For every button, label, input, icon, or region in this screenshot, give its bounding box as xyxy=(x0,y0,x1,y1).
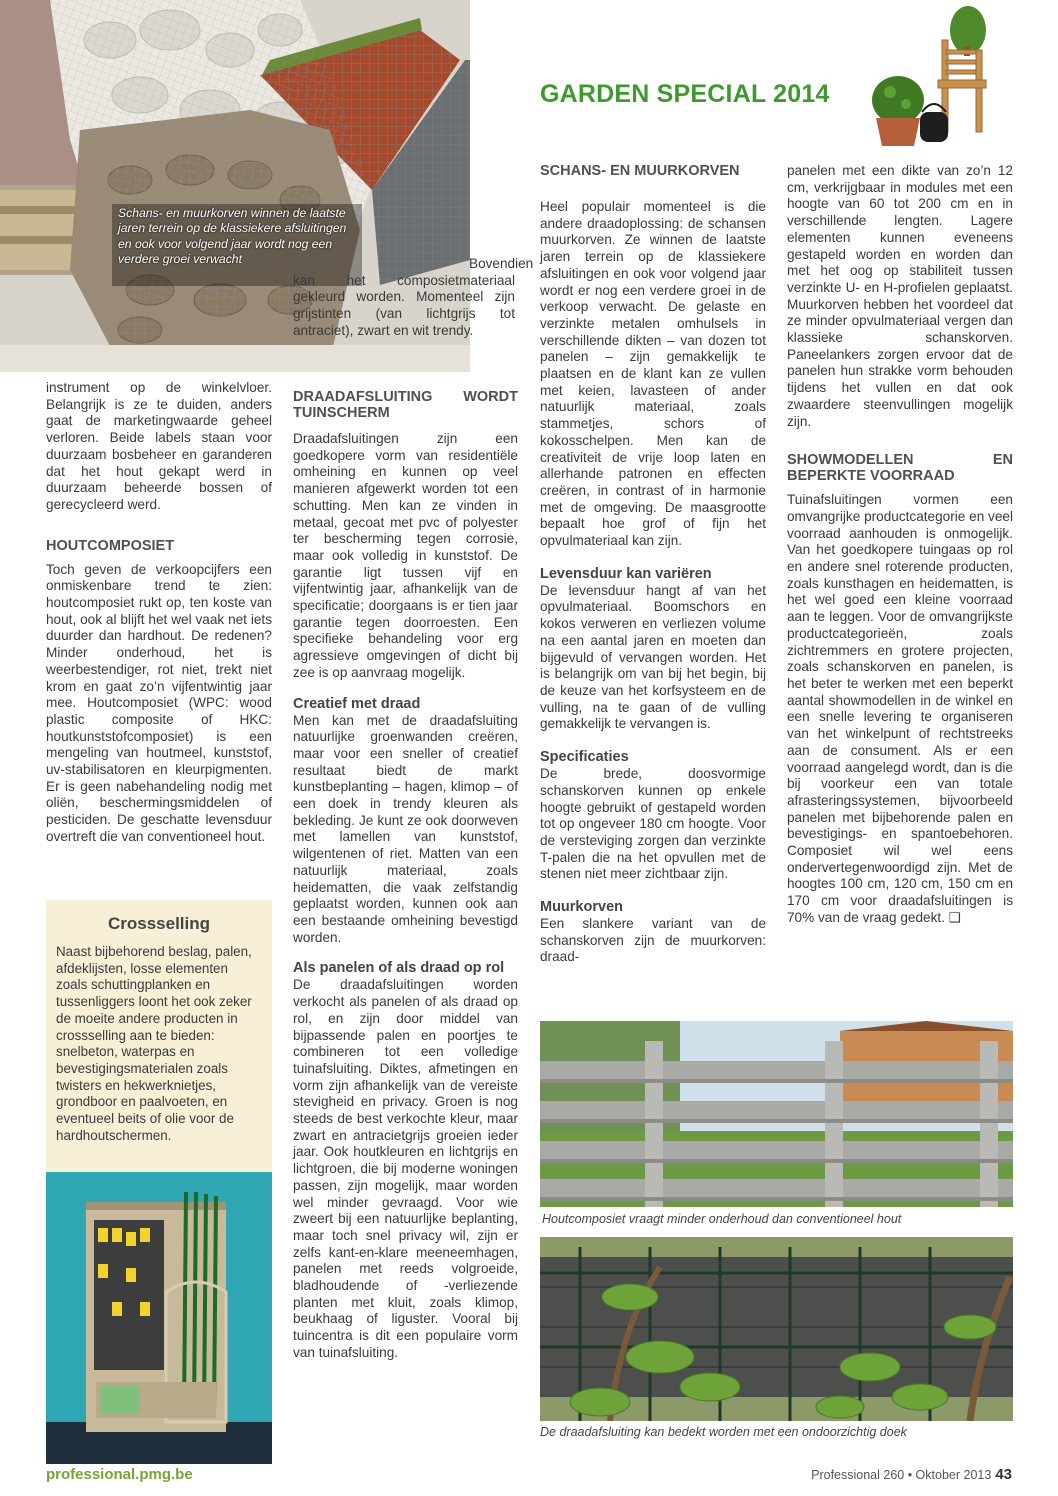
col1-body: Toch geven de verkoopcijfers een onmiskenbare trend te zien: houtcomposiet rukt op, ten koste van hout, ook al blijft het wel vaak net iets duurder dan hardhout. De redenen? Minder onderhoud, het is weerbestendiger, rot niet, trekt niet krom en gaat zo’n vijfentwintig jaar mee. Houtcomposiet (WPC: wood plastic composite of HKC: houtkunststofcomposiet) is een mengeling van houtmeel, kunststof, uv-stabilisatoren en kleurpigmenten. Er is geen nabehandeling nodig met oliën, beschermingsmiddelen of pesticiden. De geschatte levensduur overtreft die van conventioneel hout. xyxy=(46,561,272,844)
page-title: GARDEN SPECIAL 2014 xyxy=(540,80,830,108)
page-number: 43 xyxy=(995,1466,1012,1483)
heading-showmodellen: SHOWMODELLEN EN BEPERKTE VOORRAAD xyxy=(787,452,1013,485)
subheading-panelen: Als panelen of als draad op rol xyxy=(293,960,505,977)
column-1 xyxy=(46,380,272,846)
composite-fence-photo xyxy=(540,1021,1013,1207)
wire-fence-photo xyxy=(540,1237,1013,1421)
heading-schans: SCHANS- EN MUURKORVEN xyxy=(540,163,740,179)
footer-website: professional.pmg.be xyxy=(46,1466,193,1483)
col2-p2: Men kan met de draadafsluiting natuurlijke groenwanden creëren, maar voor een sneller of creatief resultaat biedt de markt kunstbeplanting – hagen, klimop – of een doek in trendy kleuren als bekleding. Je kunt ze ook doorweven met lamellen van kunststof, wilgentenen of riet. Matten van een natuurlijk materiaal, zoals heidematten, die vaak zelfstandig geplaatst worden, kunnen ook aan een bestaande omheining bevestigd worden. xyxy=(293,712,518,945)
footer-issue-text: Professional 260 • Oktober 2013 xyxy=(811,1468,992,1482)
sidebar-body: Naast bijbehorend beslag, palen, afdeklijsten, losse elementen zoals schuttingplanken en tussenliggers loont het ook zeker de moeite andere producten in crossselling aan te bieden: snelbeton, waterpas en bevestigingsmaterialen zoals twisters en hekwerknietjes, grondboor en paalvoeten, en eventueel beits of olie voor de hardhoutschermen. xyxy=(56,944,252,1143)
sidebar-title: Crossselling xyxy=(107,914,211,933)
crossselling-box xyxy=(46,900,272,1464)
column-4 xyxy=(787,163,1013,927)
footer-issue xyxy=(811,1466,1012,1483)
caption-wire: De draadafsluiting kan bedekt worden met een ondoorzichtig doek xyxy=(540,1425,907,1439)
col3-p1: Heel populair momenteel is die andere draadoplossing: de schansen muurkorven. Ze winnen de laatste jaren terrein op de klassiekere afsluitingen en ook voor volgend jaar wordt er nog een verdere groei in de verkoop verwacht. De gelaste en verzinkte metalen omhulsels in verschillende dikten – van dozen tot panelen – zijn gemakkelijk te plaatsen en de klant kan ze vullen met keien, lavasteen of ander natuurlijk materiaal, zoals stammetjes, schors of kokosschelpen. Men kan de creativiteit de vrije loop laten en allerhande patronen en effecten creëren, in contrast of in harmonie met de omgeving. De maasgrootte bepaalt hoe grof of fijn het opvulmateriaal kan zijn. xyxy=(540,199,766,549)
column-3 xyxy=(540,163,766,966)
col3-p4: Een slankere variant van de schanskorven zijn de muurkorven: draad- xyxy=(540,916,766,965)
subheading-levensduur: Levensduur kan variëren xyxy=(540,565,712,582)
col3-p3: De brede, doosvormige schanskorven kunnen op enkele hoogte gebruikt of gestapeld worden tot op ongeveer 180 cm hoogte. Voor de versteviging zorgen dan verzinkte T-palen die na het opvullen met de stenen niet meer zichtbaar zijn. xyxy=(540,766,766,882)
hero-caption: Schans- en muurkorven winnen de laatste jaren terrein op de klassiekere afsluitingen en ook voor volgend jaar wordt nog een verdere groei verwacht xyxy=(118,206,347,266)
col4-p2: Tuinafsluitingen vormen een omvangrijke productcategorie en veel voorraad aanhouden is onmogelijk. Van het goedkopere tuingaas op rol en andere snel roterende producten, zoals kunsthagen en heidematten, is het wel goed een kleine voorraad aan te leggen. Voor de omvangrijkste productcategorieën, zoals zichtremmers en grotere projecten, zoals schanskorven en panelen, is het beter te werken met een beperkt aantal showmodellen in de winkel en een snelle levering te organiseren van het winkelpunt of rechtstreeks aan de consument. Als er een voorraad aangelegd wordt, dan is die bij voorkeur een van totale afrasteringssystemen, bijvoorbeeld panelen met bijbehorende palen en bevestigings- en spantoebehoren. Composiet wil wel eens ondervertegenwoordigd zijn. Met de hoogtes 100 cm, 120 cm, 150 cm en 170 cm voor draadafsluitingen is 70% van de vraag gedekt. ❑ xyxy=(787,492,1013,925)
display-rack-photo xyxy=(46,1172,272,1464)
heading-draadafsluiting: DRAADAFSLUITING WORDT TUINSCHERM xyxy=(293,389,518,421)
heading-houtcomposiet: HOUTCOMPOSIET xyxy=(46,537,175,554)
subheading-muurkorven: Muurkorven xyxy=(540,899,623,916)
col2-p3: De draadafsluitingen worden verkocht als panelen of als draad op rol, en zijn door middel van bijpassende palen en poortjes te combineren tot een volledige tuinafsluiting. Diktes, afmetingen en vorm zijn afhankelijk van de vereiste stevigheid en privacy. Groen is nog steeds de best verkochte kleur, maar zwart en antracietgrijs groeien ieder jaar. Ook houtkleuren en lichtgrijs en lichtgroen, die bij moderne woningen passen, zijn mogelijk, maar worden wel minder gevraagd. Voor wie zweert bij een natuurlijke beplanting, maar toch snel privacy wil, zijn er zelfs kant-en-klare meeneemhagen, panelen met reeds volgroeide, bladhoudende of -verliezende planten met kluit, zoals klimop, beukhaag of liguster. Vooral bij tuincentra is dit een populaire vorm van tuinafsluiting. xyxy=(293,977,518,1360)
col3-p2: De levensduur hangt af van het opvulmateriaal. Boomschors en kokos verweren en verliezen volume na een aantal jaren en moeten dan bijgevuld of vervangen worden. Het is belangrijk om van bij het begin, bij de keuze van het korfsysteem en de vulling, na te gaan of de vulling gemakkelijk te vervangen is. xyxy=(540,582,766,732)
col2-top-text: Bovendien kan het composietmateriaal gekleurd worden. Momenteel zijn grijstinten (van lichtgrijs tot antraciet), zwart en wit trendy. xyxy=(293,256,534,338)
subheading-specificaties: Specificaties xyxy=(540,749,629,766)
caption-composite: Houtcomposiet vraagt minder onderhoud dan conventioneel hout xyxy=(542,1212,902,1226)
garden-decoration-image xyxy=(868,0,988,148)
col4-p1: panelen met een dikte van zo’n 12 cm, verkrijgbaar in modules met een hoogte van 60 tot 200 cm en in verschillende lengten. Lagere elementen kunnen eveneens gestapeld worden en worden dan met het oog op stabiliteit tussen verzinkte U- en H-profielen geplaatst. Muurkorven hebben het voordeel dat ze minder opvulmateriaal vergen dan klassieke schanskorven. Paneelankers zorgen ervoor dat de panelen hun strakke vorm behouden tijdens het vullen en dat ook zwaardere steenvullingen mogelijk zijn. xyxy=(787,163,1013,429)
column-2 xyxy=(293,389,518,1362)
col2-p1: Draadafsluitingen zijn een goedkopere vorm van residentiële omheining en kunnen op veel manieren afgewerkt worden tot een schutting. Men kan ze vinden in metaal, gecoat met pvc of polyester ter bescherming tegen corrosie, maar ook volledig in kunststof. De garantie ligt tussen vijf en vijfentwintig jaar, afhankelijk van de specificatie; doorgaans is er tien jaar garantie tegen doorroesten. Een specifieke behandeling voor erg agressieve omgevingen of dicht bij zee is op aanvraag mogelijk. xyxy=(293,431,518,680)
col1-intro: instrument op de winkelvloer. Belangrijk is ze te duiden, anders gaat de marketingwaarde geheel verloren. Beide labels staan voor duurzaam bosbeheer en garanderen dat het hout gekapt werd in duurzaam beheerde bossen of gerecycleerd werd. xyxy=(46,380,272,512)
subheading-creatief: Creatief met draad xyxy=(293,695,421,712)
